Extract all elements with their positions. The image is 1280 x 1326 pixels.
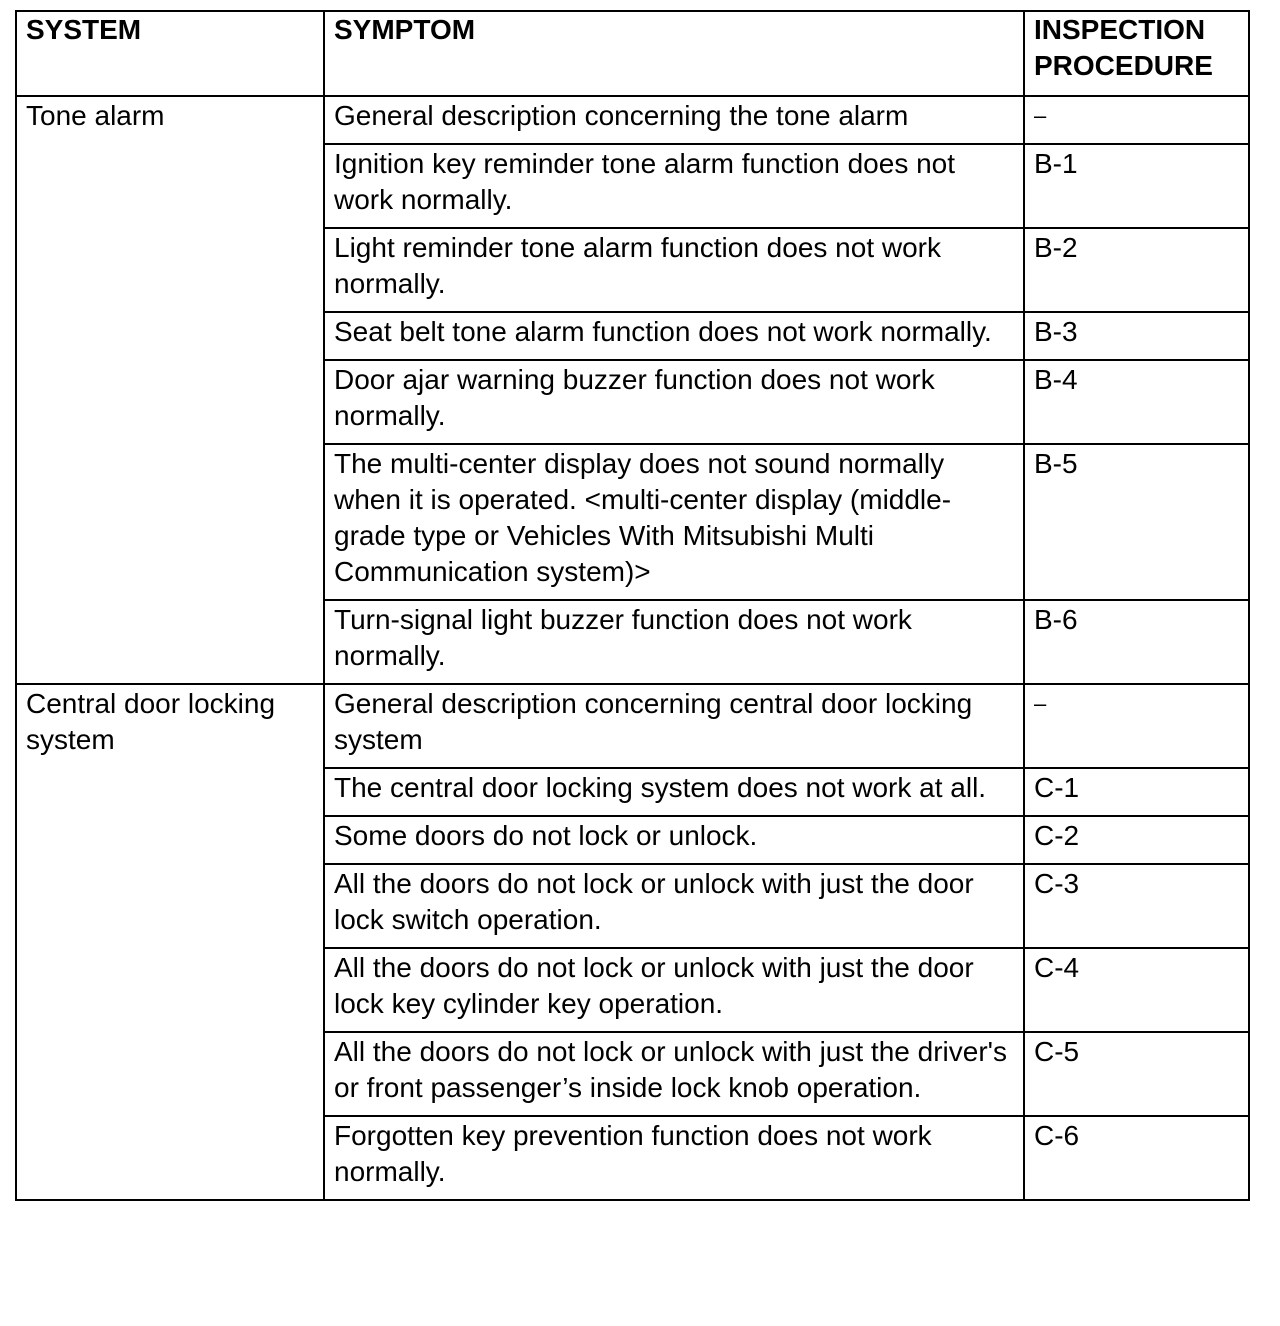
symptom-cell: The central door locking system does not work at all. xyxy=(324,768,1024,816)
header-inspection-procedure: INSPECTION PROCEDURE xyxy=(1024,11,1249,96)
symptom-cell: Seat belt tone alarm function does not work normally. xyxy=(324,312,1024,360)
procedure-cell: C-1 xyxy=(1024,768,1249,816)
symptom-cell: Forgotten key prevention function does not work normally. xyxy=(324,1116,1024,1200)
symptom-table xyxy=(15,10,1250,1201)
procedure-cell: B-2 xyxy=(1024,228,1249,312)
header-row xyxy=(16,11,1249,96)
symptom-cell: Some doors do not lock or unlock. xyxy=(324,816,1024,864)
procedure-cell: B-1 xyxy=(1024,144,1249,228)
procedure-cell: C-2 xyxy=(1024,816,1249,864)
table-row xyxy=(16,684,1249,768)
symptom-cell: All the doors do not lock or unlock with just the door lock switch operation. xyxy=(324,864,1024,948)
procedure-cell: C-5 xyxy=(1024,1032,1249,1116)
symptom-cell: General description concerning central door locking system xyxy=(324,684,1024,768)
procedure-cell: C-4 xyxy=(1024,948,1249,1032)
procedure-cell: – xyxy=(1024,684,1249,768)
header-symptom: SYMPTOM xyxy=(324,11,1024,96)
procedure-cell: C-3 xyxy=(1024,864,1249,948)
header-system: SYSTEM xyxy=(16,11,324,96)
procedure-cell: B-3 xyxy=(1024,312,1249,360)
procedure-cell: B-6 xyxy=(1024,600,1249,684)
table-row xyxy=(16,96,1249,144)
symptom-cell: General description concerning the tone alarm xyxy=(324,96,1024,144)
symptom-cell: Turn-signal light buzzer function does not work normally. xyxy=(324,600,1024,684)
symptom-cell: All the doors do not lock or unlock with just the driver's or front passenger’s inside lock knob operation. xyxy=(324,1032,1024,1116)
symptom-cell: All the doors do not lock or unlock with just the door lock key cylinder key operation. xyxy=(324,948,1024,1032)
system-cell-central-door-locking: Central door locking system xyxy=(16,684,324,1200)
symptom-cell: Door ajar warning buzzer function does not work normally. xyxy=(324,360,1024,444)
procedure-cell: B-4 xyxy=(1024,360,1249,444)
symptom-cell: Light reminder tone alarm function does not work normally. xyxy=(324,228,1024,312)
procedure-cell: C-6 xyxy=(1024,1116,1249,1200)
symptom-cell: Ignition key reminder tone alarm function does not work normally. xyxy=(324,144,1024,228)
procedure-cell: B-5 xyxy=(1024,444,1249,600)
symptom-cell: The multi-center display does not sound normally when it is operated. <multi-center display (middle-grade type or Vehicles With Mitsubishi Multi Communication system)> xyxy=(324,444,1024,600)
procedure-cell: – xyxy=(1024,96,1249,144)
system-cell-tone-alarm: Tone alarm xyxy=(16,96,324,684)
